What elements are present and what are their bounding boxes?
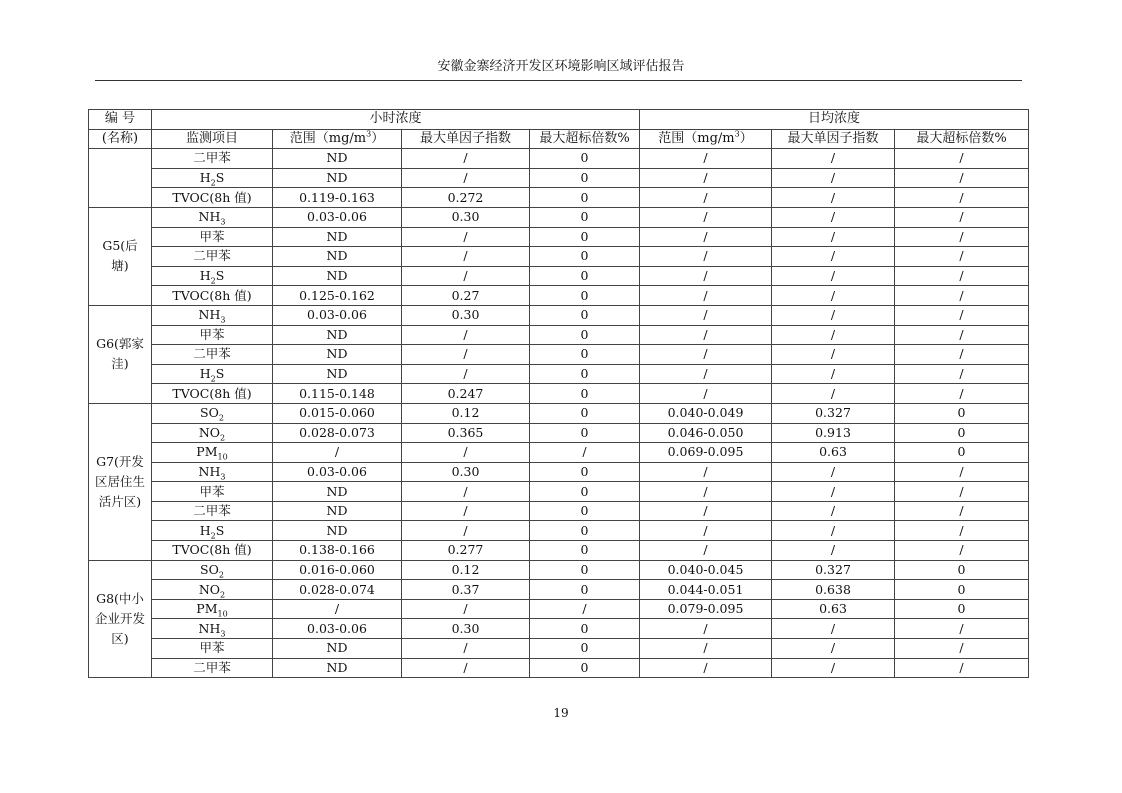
table-row	[89, 188, 1029, 208]
station-label: G5(后塘)	[102, 238, 138, 274]
item-cell: $H_2S$	[152, 266, 273, 286]
hourly-index-cell: 0.30	[402, 462, 530, 482]
hourly-exceed-cell: 0	[530, 286, 640, 306]
table-row	[89, 580, 1029, 600]
station-cell	[89, 560, 152, 678]
daily-exceed-cell: /	[895, 345, 1029, 365]
daily-index-cell: /	[772, 168, 895, 188]
col-header-daily-index: 最大单因子指数	[772, 129, 895, 149]
item-cell: 二甲苯	[152, 501, 273, 521]
hourly-range-cell: ND	[273, 168, 402, 188]
hourly-exceed-cell: /	[530, 599, 640, 619]
hourly-range-cell: 0.016-0.060	[273, 560, 402, 580]
daily-range-cell: /	[640, 482, 772, 502]
daily-exceed-cell: /	[895, 639, 1029, 659]
table-row	[89, 345, 1029, 365]
daily-exceed-cell: 0	[895, 443, 1029, 463]
daily-exceed-cell: /	[895, 384, 1029, 404]
hourly-exceed-cell: 0	[530, 639, 640, 659]
item-cell: TVOC(8h 值)	[152, 541, 273, 561]
hourly-index-cell: 0.365	[402, 423, 530, 443]
item-cell: $NH_3$	[152, 305, 273, 325]
hourly-index-cell: /	[402, 364, 530, 384]
hourly-index-cell: 0.30	[402, 619, 530, 639]
daily-index-cell: 0.638	[772, 580, 895, 600]
daily-exceed-cell: /	[895, 305, 1029, 325]
col-header-daily-range: 范围$(mg/m^3)$	[640, 129, 772, 149]
daily-range-cell: /	[640, 639, 772, 659]
item-cell: 二甲苯	[152, 149, 273, 169]
daily-index-cell: /	[772, 482, 895, 502]
daily-exceed-cell: /	[895, 462, 1029, 482]
daily-exceed-cell: 0	[895, 580, 1029, 600]
hourly-exceed-cell: 0	[530, 227, 640, 247]
daily-range-cell: /	[640, 501, 772, 521]
daily-index-cell: 0.327	[772, 403, 895, 423]
daily-range-cell: /	[640, 149, 772, 169]
hourly-index-cell: /	[402, 266, 530, 286]
col-header-id-top: 编 号	[89, 110, 152, 130]
table-row	[89, 560, 1029, 580]
hourly-range-cell: ND	[273, 482, 402, 502]
hourly-exceed-cell: 0	[530, 266, 640, 286]
daily-exceed-cell: /	[895, 658, 1029, 678]
daily-range-cell: /	[640, 305, 772, 325]
item-cell: TVOC(8h 值)	[152, 384, 273, 404]
daily-range-cell: 0.044-0.051	[640, 580, 772, 600]
table-row	[89, 286, 1029, 306]
hourly-index-cell: /	[402, 501, 530, 521]
daily-index-cell: /	[772, 501, 895, 521]
daily-index-cell: /	[772, 462, 895, 482]
page-number: 19	[553, 706, 569, 720]
daily-index-cell: 0.63	[772, 443, 895, 463]
daily-index-cell: /	[772, 521, 895, 541]
daily-exceed-cell: /	[895, 501, 1029, 521]
hourly-index-cell: /	[402, 482, 530, 502]
col-header-item: 监测项目	[152, 129, 273, 149]
hourly-range-cell: 0.028-0.074	[273, 580, 402, 600]
hourly-index-cell: 0.30	[402, 207, 530, 227]
daily-exceed-cell: /	[895, 188, 1029, 208]
daily-exceed-cell: 0	[895, 423, 1029, 443]
hourly-exceed-cell: 0	[530, 560, 640, 580]
hourly-exceed-cell: 0	[530, 325, 640, 345]
daily-index-cell: 0.63	[772, 599, 895, 619]
table-row	[89, 423, 1029, 443]
hourly-range-cell: 0.138-0.166	[273, 541, 402, 561]
daily-index-cell: /	[772, 286, 895, 306]
hourly-exceed-cell: 0	[530, 619, 640, 639]
hourly-index-cell: /	[402, 149, 530, 169]
hourly-range-cell: ND	[273, 364, 402, 384]
daily-exceed-cell: /	[895, 286, 1029, 306]
daily-exceed-cell: /	[895, 247, 1029, 267]
daily-range-cell: /	[640, 541, 772, 561]
hourly-index-cell: 0.27	[402, 286, 530, 306]
col-header-daily-exceed: 最大超标倍数%	[895, 129, 1029, 149]
table-row	[89, 521, 1029, 541]
station-cell	[89, 305, 152, 403]
hourly-range-cell: ND	[273, 639, 402, 659]
table-row	[89, 325, 1029, 345]
station-cell	[89, 403, 152, 560]
hourly-range-cell: 0.03-0.06	[273, 462, 402, 482]
daily-range-cell: /	[640, 658, 772, 678]
table-row	[89, 462, 1029, 482]
hourly-range-cell: /	[273, 443, 402, 463]
hourly-range-cell: ND	[273, 266, 402, 286]
item-cell: $NH_3$	[152, 619, 273, 639]
table-row	[89, 266, 1029, 286]
hourly-exceed-cell: 0	[530, 207, 640, 227]
daily-index-cell: /	[772, 305, 895, 325]
daily-index-cell: /	[772, 364, 895, 384]
daily-range-cell: /	[640, 188, 772, 208]
daily-range-cell: /	[640, 325, 772, 345]
daily-index-cell: /	[772, 227, 895, 247]
item-cell: $SO_2$	[152, 403, 273, 423]
daily-index-cell: 0.913	[772, 423, 895, 443]
daily-range-cell: /	[640, 266, 772, 286]
daily-exceed-cell: /	[895, 168, 1029, 188]
hourly-index-cell: /	[402, 325, 530, 345]
daily-range-cell: 0.040-0.049	[640, 403, 772, 423]
daily-exceed-cell: /	[895, 266, 1029, 286]
table-row	[89, 247, 1029, 267]
daily-exceed-cell: /	[895, 207, 1029, 227]
header-row-2	[89, 129, 1029, 149]
hourly-index-cell: 0.30	[402, 305, 530, 325]
daily-range-cell: 0.046-0.050	[640, 423, 772, 443]
daily-range-cell: /	[640, 247, 772, 267]
table-row	[89, 443, 1029, 463]
hourly-index-cell: /	[402, 247, 530, 267]
table-row	[89, 403, 1029, 423]
item-cell: $NH_3$	[152, 462, 273, 482]
daily-index-cell: /	[772, 188, 895, 208]
hourly-range-cell: ND	[273, 325, 402, 345]
item-cell: 甲苯	[152, 482, 273, 502]
item-cell: 甲苯	[152, 639, 273, 659]
daily-index-cell: 0.327	[772, 560, 895, 580]
table-body	[89, 149, 1029, 678]
hourly-index-cell: /	[402, 639, 530, 659]
table-row	[89, 168, 1029, 188]
hourly-index-cell: /	[402, 521, 530, 541]
station-label: G6(郭家洼)	[96, 336, 144, 372]
item-cell: 甲苯	[152, 325, 273, 345]
daily-exceed-cell: /	[895, 482, 1029, 502]
daily-index-cell: /	[772, 384, 895, 404]
hourly-exceed-cell: 0	[530, 541, 640, 561]
col-header-hourly-exceed: 最大超标倍数%	[530, 129, 640, 149]
hourly-index-cell: 0.272	[402, 188, 530, 208]
station-cell	[89, 207, 152, 305]
hourly-exceed-cell: 0	[530, 188, 640, 208]
daily-index-cell: /	[772, 658, 895, 678]
item-cell: 二甲苯	[152, 658, 273, 678]
daily-exceed-cell: 0	[895, 560, 1029, 580]
daily-range-cell: 0.069-0.095	[640, 443, 772, 463]
col-header-hourly-range: 范围$(mg/m^3)$	[273, 129, 402, 149]
table-row	[89, 541, 1029, 561]
hourly-range-cell: /	[273, 599, 402, 619]
hourly-exceed-cell: 0	[530, 423, 640, 443]
hourly-exceed-cell: 0	[530, 247, 640, 267]
item-cell: $PM_{10}$	[152, 443, 273, 463]
item-cell: TVOC(8h 值)	[152, 188, 273, 208]
hourly-exceed-cell: 0	[530, 168, 640, 188]
daily-index-cell: /	[772, 266, 895, 286]
daily-range-cell: /	[640, 345, 772, 365]
hourly-range-cell: 0.03-0.06	[273, 619, 402, 639]
item-cell: $H_2S$	[152, 521, 273, 541]
daily-exceed-cell: /	[895, 325, 1029, 345]
item-cell: $NH_3$	[152, 207, 273, 227]
hourly-index-cell: 0.247	[402, 384, 530, 404]
hourly-exceed-cell: 0	[530, 305, 640, 325]
hourly-index-cell: 0.277	[402, 541, 530, 561]
hourly-range-cell: ND	[273, 247, 402, 267]
item-cell: $SO_2$	[152, 560, 273, 580]
hourly-index-cell: /	[402, 168, 530, 188]
station-label: G7(开发区居住生活片区)	[94, 453, 145, 509]
daily-index-cell: /	[772, 325, 895, 345]
daily-exceed-cell: /	[895, 619, 1029, 639]
daily-index-cell: /	[772, 345, 895, 365]
hourly-index-cell: 0.12	[402, 560, 530, 580]
daily-exceed-cell: /	[895, 521, 1029, 541]
hourly-index-cell: /	[402, 227, 530, 247]
daily-range-cell: /	[640, 168, 772, 188]
daily-range-cell: 0.040-0.045	[640, 560, 772, 580]
hourly-index-cell: /	[402, 443, 530, 463]
table-row	[89, 501, 1029, 521]
table-row	[89, 619, 1029, 639]
col-group-hourly: 小时浓度	[152, 110, 640, 130]
daily-exceed-cell: 0	[895, 403, 1029, 423]
daily-range-cell: /	[640, 207, 772, 227]
hourly-range-cell: 0.015-0.060	[273, 403, 402, 423]
hourly-exceed-cell: 0	[530, 521, 640, 541]
daily-index-cell: /	[772, 207, 895, 227]
daily-range-cell: /	[640, 521, 772, 541]
header-row-1	[89, 110, 1029, 130]
item-cell: TVOC(8h 值)	[152, 286, 273, 306]
item-cell: $NO_2$	[152, 423, 273, 443]
hourly-range-cell: 0.028-0.073	[273, 423, 402, 443]
hourly-exceed-cell: 0	[530, 580, 640, 600]
daily-range-cell: 0.079-0.095	[640, 599, 772, 619]
daily-index-cell: /	[772, 149, 895, 169]
daily-exceed-cell: /	[895, 541, 1029, 561]
table-row	[89, 599, 1029, 619]
hourly-range-cell: 0.119-0.163	[273, 188, 402, 208]
table-row	[89, 639, 1029, 659]
daily-exceed-cell: /	[895, 227, 1029, 247]
hourly-exceed-cell: 0	[530, 501, 640, 521]
hourly-range-cell: 0.03-0.06	[273, 207, 402, 227]
daily-range-cell: /	[640, 364, 772, 384]
hourly-exceed-cell: 0	[530, 364, 640, 384]
table-row	[89, 482, 1029, 502]
hourly-range-cell: ND	[273, 501, 402, 521]
daily-range-cell: /	[640, 384, 772, 404]
item-cell: 二甲苯	[152, 247, 273, 267]
station-label: G8(中小企业开发区)	[94, 590, 145, 646]
hourly-exceed-cell: 0	[530, 403, 640, 423]
col-header-hourly-index: 最大单因子指数	[402, 129, 530, 149]
table-row	[89, 384, 1029, 404]
item-cell: 二甲苯	[152, 345, 273, 365]
hourly-index-cell: /	[402, 658, 530, 678]
hourly-range-cell: 0.125-0.162	[273, 286, 402, 306]
hourly-range-cell: ND	[273, 658, 402, 678]
item-cell: $PM_{10}$	[152, 599, 273, 619]
hourly-index-cell: /	[402, 599, 530, 619]
daily-range-cell: /	[640, 462, 772, 482]
hourly-range-cell: 0.03-0.06	[273, 305, 402, 325]
daily-range-cell: /	[640, 286, 772, 306]
item-cell: $H_2S$	[152, 168, 273, 188]
monitoring-results-table	[88, 109, 1029, 678]
daily-exceed-cell: 0	[895, 599, 1029, 619]
table-row	[89, 305, 1029, 325]
hourly-index-cell: 0.37	[402, 580, 530, 600]
daily-index-cell: /	[772, 247, 895, 267]
table-row	[89, 207, 1029, 227]
station-cell	[89, 149, 152, 208]
hourly-range-cell: ND	[273, 521, 402, 541]
daily-range-cell: /	[640, 227, 772, 247]
hourly-exceed-cell: 0	[530, 149, 640, 169]
hourly-exceed-cell: 0	[530, 482, 640, 502]
hourly-range-cell: ND	[273, 149, 402, 169]
table-row	[89, 227, 1029, 247]
header-rule	[95, 80, 1022, 81]
hourly-index-cell: 0.12	[402, 403, 530, 423]
hourly-range-cell: 0.115-0.148	[273, 384, 402, 404]
daily-index-cell: /	[772, 541, 895, 561]
col-group-daily: 日均浓度	[640, 110, 1029, 130]
table-row	[89, 364, 1029, 384]
item-cell: $NO_2$	[152, 580, 273, 600]
page-header-title: 安徽金寨经济开发区环境影响区域评估报告	[437, 59, 685, 74]
hourly-exceed-cell: 0	[530, 658, 640, 678]
daily-exceed-cell: /	[895, 364, 1029, 384]
hourly-exceed-cell: 0	[530, 462, 640, 482]
item-cell: 甲苯	[152, 227, 273, 247]
table-row	[89, 658, 1029, 678]
item-cell: $H_2S$	[152, 364, 273, 384]
daily-index-cell: /	[772, 639, 895, 659]
col-header-id-bottom: (名称)	[89, 129, 152, 149]
hourly-exceed-cell: /	[530, 443, 640, 463]
hourly-exceed-cell: 0	[530, 345, 640, 365]
hourly-range-cell: ND	[273, 227, 402, 247]
daily-range-cell: /	[640, 619, 772, 639]
table-row	[89, 149, 1029, 169]
daily-index-cell: /	[772, 619, 895, 639]
daily-exceed-cell: /	[895, 149, 1029, 169]
hourly-range-cell: ND	[273, 345, 402, 365]
hourly-index-cell: /	[402, 345, 530, 365]
hourly-exceed-cell: 0	[530, 384, 640, 404]
